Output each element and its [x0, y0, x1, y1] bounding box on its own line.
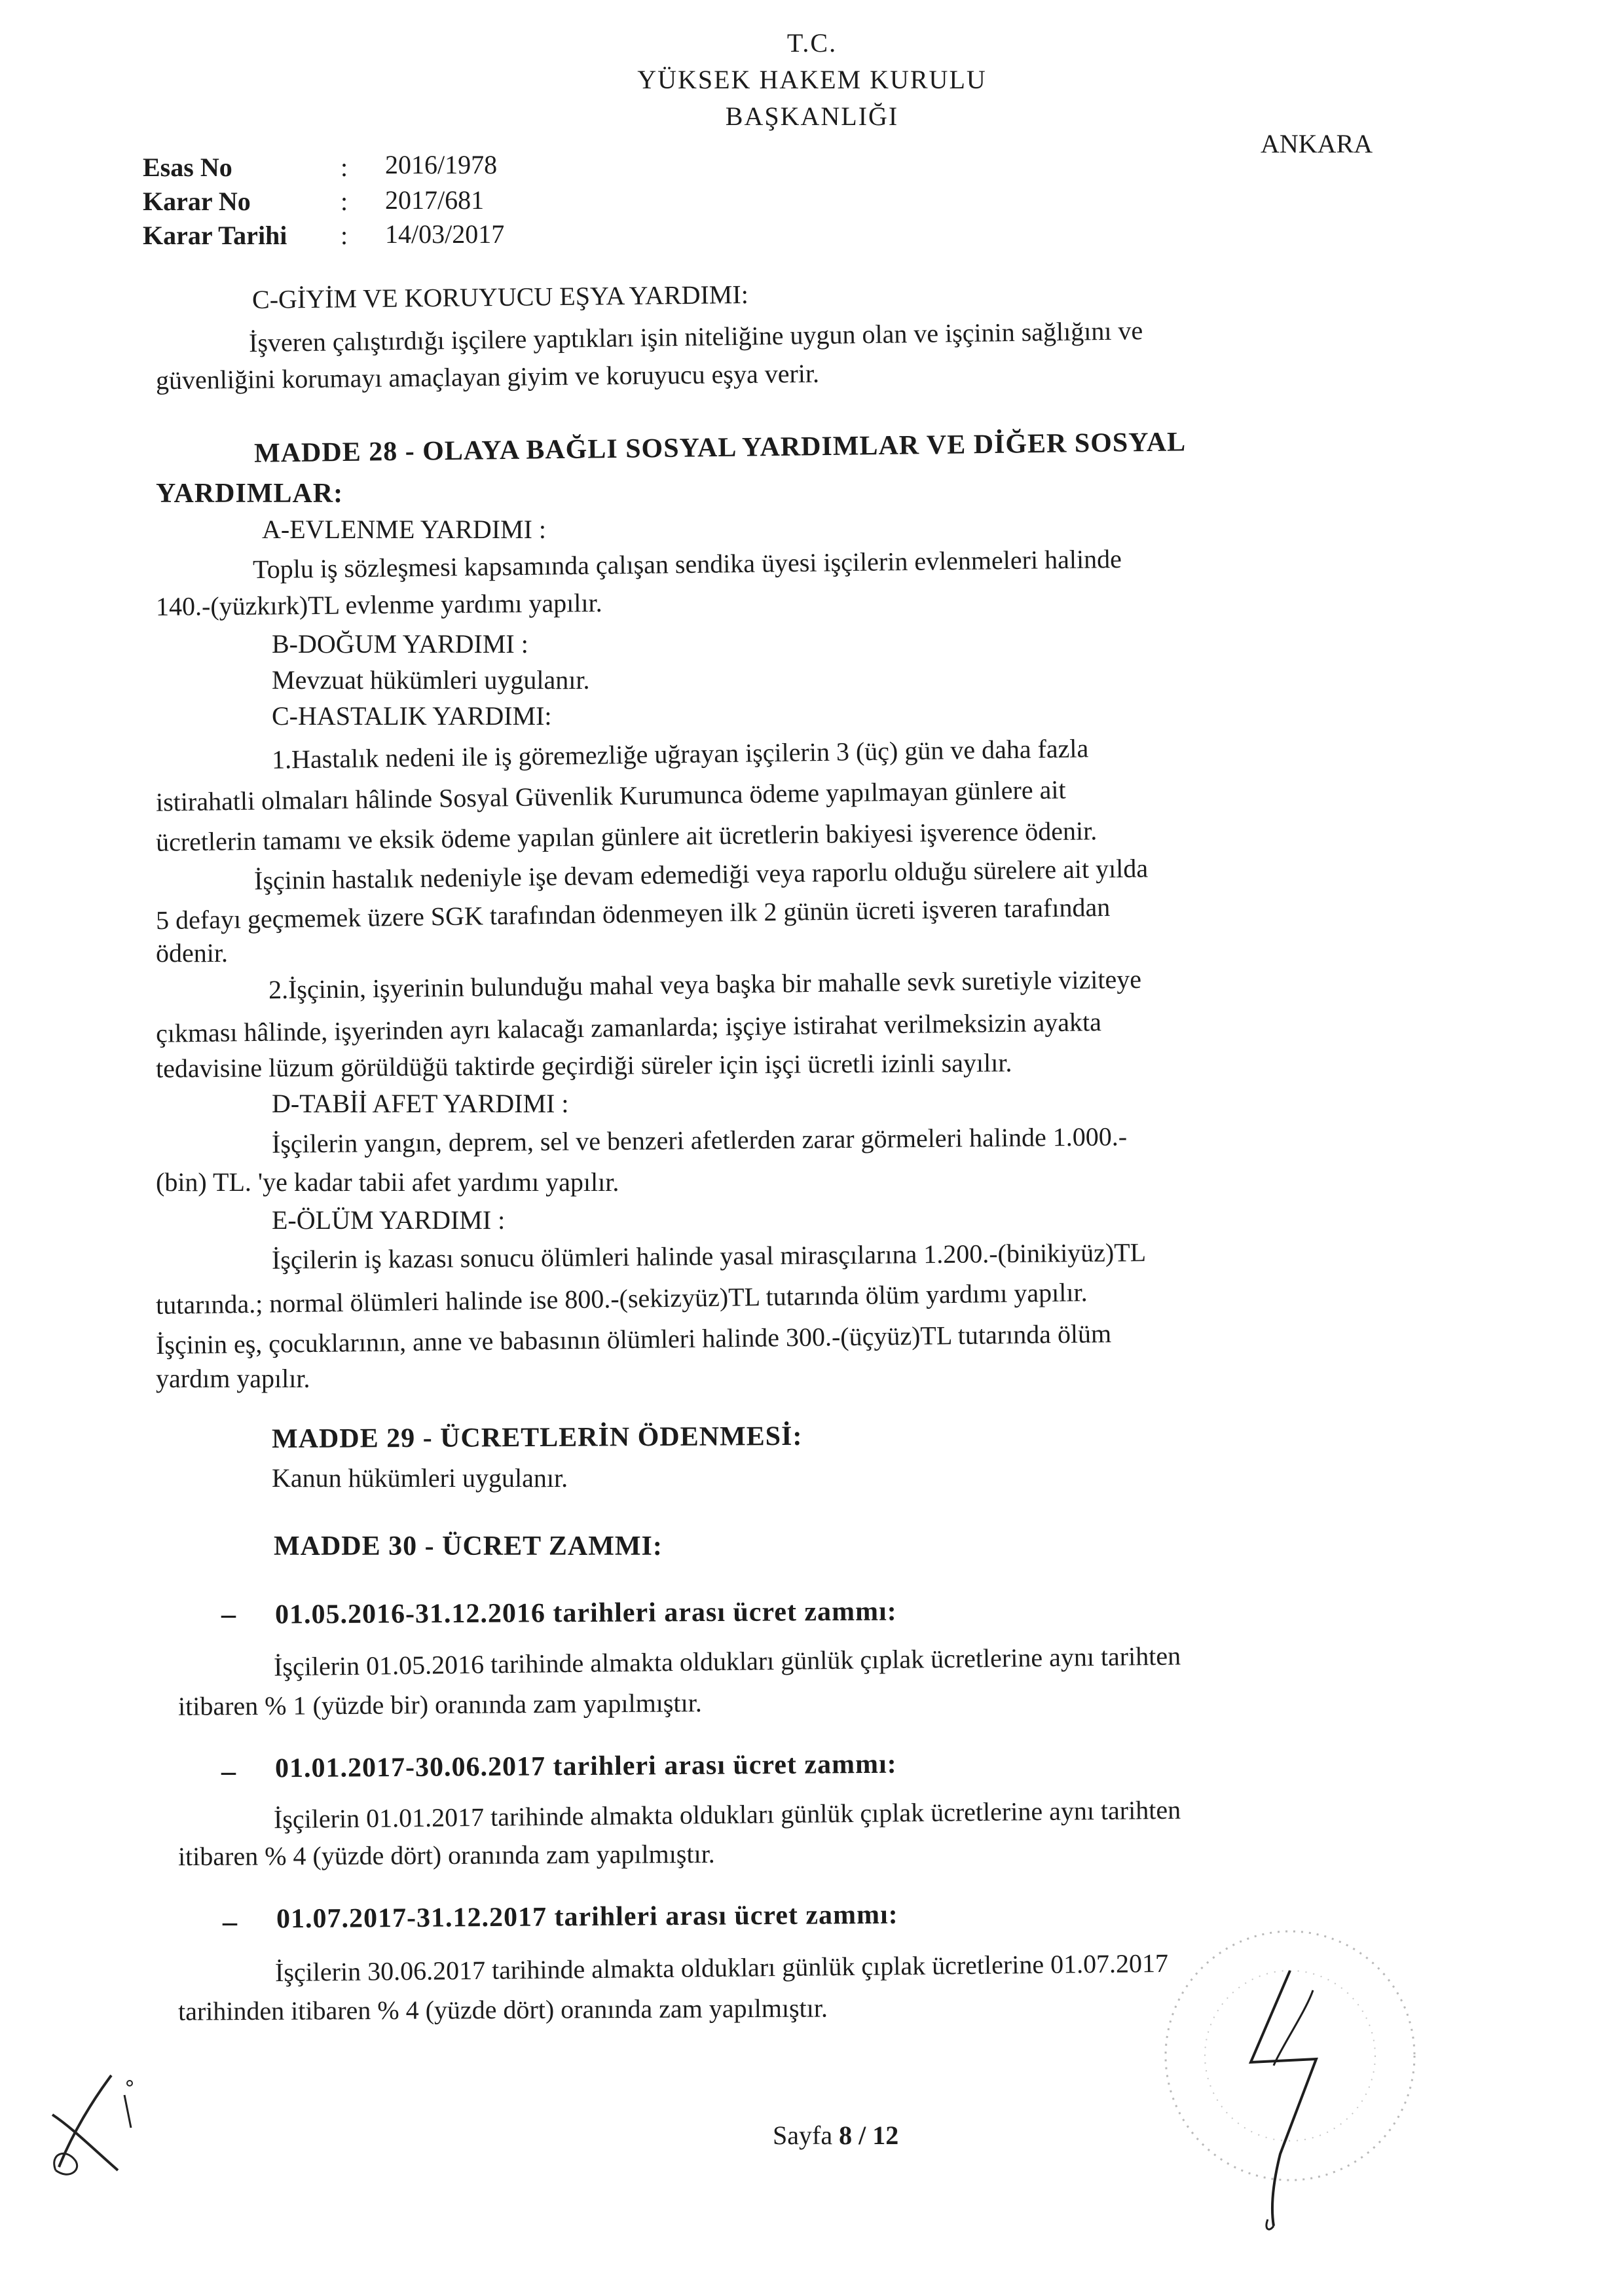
- zam-item-2-dash: –: [221, 1755, 236, 1787]
- tarih-value: 14/03/2017: [385, 219, 505, 249]
- dogum-line-1: Mevzuat hükümleri uygulanır.: [272, 665, 590, 695]
- olum-line-4: yardım yapılır.: [156, 1364, 310, 1393]
- tarih-label: Karar Tarihi: [143, 221, 287, 250]
- karar-sep: :: [341, 187, 348, 216]
- karar-label: Karar No: [143, 187, 251, 216]
- hastalik-p3-line-3: tedavisine lüzum görüldüğü taktirde geçirdiği süreler için işçi ücretli izinli sayılır.: [155, 1048, 1012, 1084]
- zam-item-1-line-1: İşçilerin 01.05.2016 tarihinde almakta oldukları günlük çıplak ücretlerine aynı tarihten: [273, 1641, 1181, 1682]
- hastalik-p2-line-3: ödenir.: [156, 938, 228, 968]
- zam-item-3-line-2: tarihinden itibaren % 4 (yüzde dört) oranında zam yapılmıştır.: [177, 1993, 828, 2026]
- zam-item-2-line-2: itibaren % 4 (yüzde dört) oranında zam yapılmıştır.: [177, 1838, 715, 1872]
- hastalik-p3-line-2: çıkması hâlinde, işyerinden ayrı kalacağı zamanlarda; işçiye istirahat verilmeksizin ayakta: [155, 1007, 1102, 1048]
- zam-item-1-title: 01.05.2016-31.12.2016 tarihleri arası ücret zammı:: [274, 1596, 897, 1630]
- header-institution: YÜKSEK HAKEM KURULU: [637, 65, 987, 94]
- zam-item-3-dash: –: [223, 1906, 237, 1938]
- signature-initials-icon: [39, 2056, 157, 2187]
- hastalik-p3-line-1: 2.İşçinin, işyerinin bulunduğu mahal veya başka bir mahalle sevk suretiyle viziteye: [268, 964, 1142, 1005]
- afet-line-2: (bin) TL. 'ye kadar tabii afet yardımı yapılır.: [156, 1167, 619, 1197]
- olum-heading: E-ÖLÜM YARDIMI :: [272, 1205, 506, 1235]
- esas-sep: :: [341, 153, 348, 182]
- header-city: ANKARA: [1261, 129, 1373, 158]
- header-tc: T.C.: [786, 28, 838, 58]
- page-number: [773, 2120, 898, 2151]
- madde28-heading: MADDE 28 - OLAYA BAĞLI SOSYAL YARDIMLAR VE DİĞER SOSYAL: [253, 427, 1187, 469]
- olum-line-2: tutarında.; normal ölümleri halinde ise 800.-(sekizyüz)TL tutarında ölüm yardımı yapılır.: [155, 1277, 1088, 1320]
- hastalik-p1-line-1: 1.Hastalık nedeni ile iş göremezliğe uğrayan işçilerin 3 (üç) gün ve daha fazla: [271, 733, 1089, 774]
- page-label: Sayfa: [773, 2121, 833, 2150]
- madde30-heading: MADDE 30 - ÜCRET ZAMMI:: [274, 1531, 663, 1561]
- madde29-line-1: Kanun hükümleri uygulanır.: [272, 1463, 568, 1493]
- zam-item-2-title: 01.01.2017-30.06.2017 tarihleri arası ücret zammı:: [274, 1749, 897, 1784]
- header-presidency: BAŞKANLIĞI: [725, 101, 899, 131]
- zam-item-2-line-1: İşçilerin 01.01.2017 tarihinde almakta oldukları günlük çıplak ücretlerine aynı tarihten: [273, 1795, 1181, 1834]
- official-stamp-icon: [1139, 1899, 1441, 2239]
- zam-item-1-dash: –: [221, 1598, 236, 1630]
- hastalik-p1-line-2: istirahatli olmaları hâlinde Sosyal Güvenlik Kurumunca ödeme yapılmayan günlere ait: [155, 774, 1066, 817]
- hastalik-p2-line-1: İşçinin hastalık nedeniyle işe devam edemediği veya raporlu olduğu sürelere ait yılda: [253, 853, 1149, 896]
- page-number-value: 8 / 12: [839, 2121, 899, 2150]
- evlenme-line-1: Toplu iş sözleşmesi kapsamında çalışan sendika üyesi işçilerin evlenmeleri halinde: [252, 543, 1122, 585]
- giyim-heading: C-GİYİM VE KORUYUCU EŞYA YARDIMI:: [251, 280, 749, 314]
- hastalik-heading: C-HASTALIK YARDIMI:: [272, 701, 552, 731]
- giyim-line-2: güvenliğini korumayı amaçlayan giyim ve koruyucu eşya verir.: [155, 358, 820, 395]
- esas-label: Esas No: [143, 153, 232, 182]
- olum-line-3: İşçinin eş, çocuklarının, anne ve babasının ölümleri halinde 300.-(üçyüz)TL tutarında ölüm: [155, 1319, 1112, 1360]
- afet-heading: D-TABİİ AFET YARDIMI :: [272, 1089, 569, 1118]
- tarih-sep: :: [341, 221, 348, 250]
- madde29-heading: MADDE 29 - ÜCRETLERİN ÖDENMESİ:: [271, 1421, 803, 1455]
- zam-item-1-line-2: itibaren % 1 (yüzde bir) oranında zam yapılmıştır.: [177, 1688, 702, 1721]
- dogum-heading: B-DOĞUM YARDIMI :: [272, 629, 528, 659]
- evlenme-heading: A-EVLENME YARDIMI :: [262, 515, 547, 544]
- madde28-heading-cont: YARDIMLAR:: [156, 479, 344, 509]
- zam-item-3-title: 01.07.2017-31.12.2017 tarihleri arası ücret zammı:: [276, 1899, 898, 1935]
- evlenme-line-2: 140.-(yüzkırk)TL evlenme yardımı yapılır.: [155, 588, 602, 621]
- zam-item-3-line-1: İşçilerin 30.06.2017 tarihinde almakta oldukları günlük çıplak ücretlerine 01.07.2017: [274, 1948, 1169, 1988]
- hastalik-p1-line-3: ücretlerin tamamı ve eksik ödeme yapılan günlere ait ücretlerin bakiyesi işverence ödenir.: [155, 816, 1098, 857]
- afet-line-1: İşçilerin yangın, deprem, sel ve benzeri afetlerden zarar görmeleri halinde 1.000.-: [271, 1121, 1128, 1159]
- esas-value: 2016/1978: [385, 150, 498, 179]
- olum-line-1: İşçilerin iş kazası sonucu ölümleri halinde yasal mirasçılarına 1.200.-(binikiyüz)TL: [271, 1237, 1147, 1275]
- hastalik-p2-line-2: 5 defayı geçmemek üzere SGK tarafından ödenmeyen ilk 2 günün ücreti işveren tarafından: [155, 892, 1111, 936]
- karar-value: 2017/681: [385, 185, 485, 215]
- giyim-line-1: İşveren çalıştırdığı işçilere yaptıkları işin niteliğine uygun olan ve işçinin sağlığını ve: [248, 316, 1143, 358]
